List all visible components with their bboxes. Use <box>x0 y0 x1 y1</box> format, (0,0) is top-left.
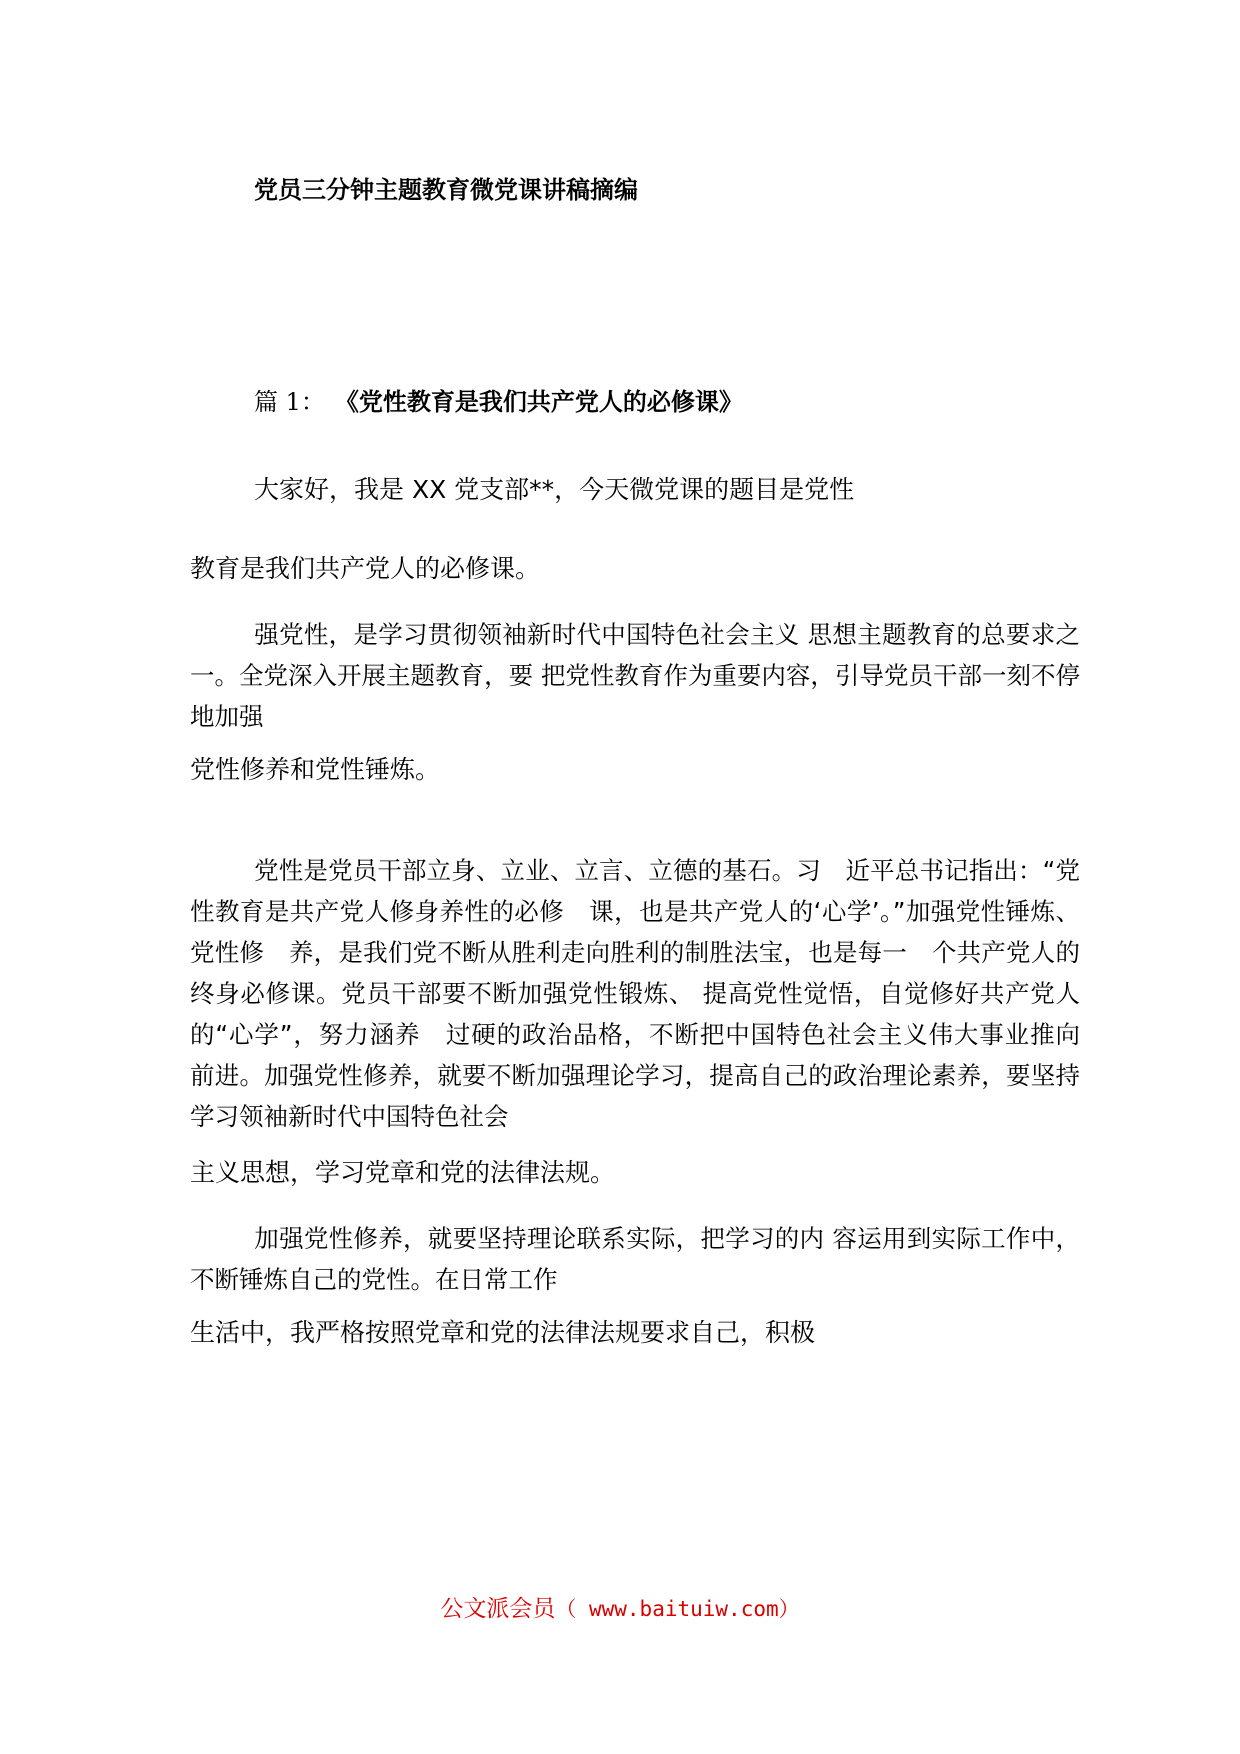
paragraph-study-constitution: 主义思想，学习党章和党的法律法规。 <box>190 1158 616 1187</box>
paragraph-text: 加强党性修养，就要坚持理论联系实际，把学习的内 容运用到实际工作中，不断锤炼自己的党性。在日常工作 <box>190 1224 1080 1294</box>
paragraph-daily-life: 生活中，我严格按照党章和党的法律法规要求自己，积极 <box>190 1318 816 1347</box>
document-title: 党员三分钟主题教育微党课讲稿摘编 <box>254 176 638 204</box>
paragraph-cultivation: 党性修养和党性锤炼。 <box>190 755 441 784</box>
section-title: 《党性教育是我们共产党人的必修课》 <box>346 388 743 416</box>
footer-watermark <box>0 1590 1240 1623</box>
paragraph-text: 强党性，是学习贯彻领袖新时代中国特色社会主义 思想主题教育的总要求之一。全党深入开展主题教育，要 把党性教育作为重要内容，引导党员干部一刻不停地加强 <box>190 620 1080 731</box>
paragraph-theory-practice <box>190 1218 1080 1300</box>
paragraph-cornerstone <box>190 850 1105 1137</box>
section-heading <box>254 382 743 417</box>
section-label: 篇 1： <box>254 388 325 416</box>
footer-brand: 公文派会员 <box>440 1596 556 1622</box>
paragraph-greeting: 大家好，我是 XX 党支部**，今天微党课的题目是党性 <box>254 475 855 504</box>
paragraph-greeting-continued: 教育是我们共产党人的必修课。 <box>190 554 541 583</box>
paragraph-party-spirit-requirement <box>190 614 1080 737</box>
paragraph-text: 党性是党员干部立身、立业、立言、立德的基石。习 近平总书记指出：“党性教育是共产党人修身养性的必修 课，也是共产党人的‘心学’。”加强党性锤炼、党性修 养，是我们党不断从胜利走向胜利的制胜法宝，也是每一 个共产党人的终身必修课。党员干部要不断加强党性锻炼、 提高党性觉悟，自觉修好共产党人的“心学”，努力涵养 过硬的政治品格，不断把中国特色社会主义伟大事业推向 前进。加强党性修养，就要不断加强理论学习，提高自己的政治理论素养，要坚持学习领袖新时代中国特色社会 <box>190 856 1105 1131</box>
footer-url: （ www.baituiw.com） <box>555 1597 800 1621</box>
